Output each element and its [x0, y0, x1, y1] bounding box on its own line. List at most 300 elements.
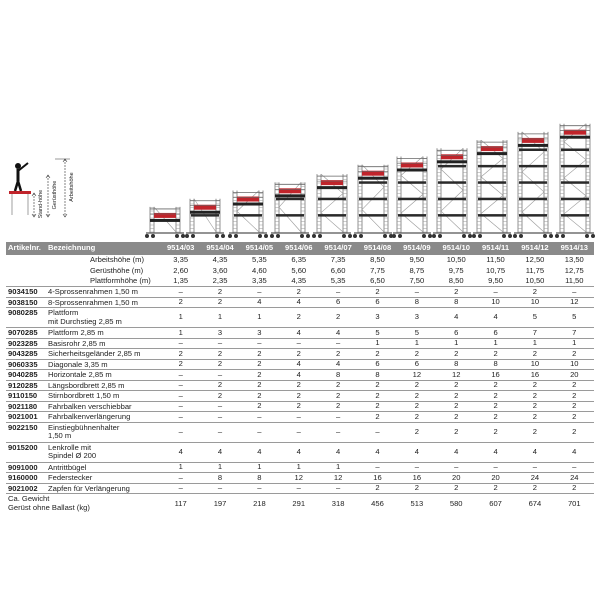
scaffold-parts-table	[6, 242, 594, 514]
wheel	[145, 234, 149, 238]
quantity-cell: 5	[555, 308, 594, 328]
quantity-cell: –	[161, 422, 200, 442]
quantity-cell: –	[161, 391, 200, 402]
quantity-cell: 4	[279, 297, 318, 308]
quantity-cell: –	[161, 483, 200, 494]
quantity-cell: 12	[437, 370, 476, 381]
scaffold-tower	[472, 140, 512, 238]
quantity-cell: 4	[437, 308, 476, 328]
artikel-number: 9023285	[6, 338, 46, 349]
quantity-cell: 1	[397, 338, 436, 349]
quantity-cell: 20	[476, 473, 515, 484]
quantity-cell: 8	[437, 359, 476, 370]
quantity-cell: 2	[318, 380, 357, 391]
scaffold-tower	[312, 174, 352, 238]
quantity-cell: 2	[555, 422, 594, 442]
quantity-cell: 2	[240, 359, 279, 370]
quantity-cell: 2	[476, 412, 515, 423]
artikel-number: 9070285	[6, 328, 46, 339]
height-value: 8,50	[448, 275, 464, 285]
quantity-cell: 1	[200, 462, 239, 473]
height-value: 7,35	[330, 255, 346, 264]
quantity-cell: 2	[200, 297, 239, 308]
wheel	[181, 234, 185, 238]
part-description-line: Basisrohr 2,85 m	[48, 338, 106, 348]
quantity-cell: 4	[555, 442, 594, 462]
artikel-number: 9043285	[6, 349, 46, 360]
height-value: 3,35	[173, 255, 189, 264]
quantity-cell: 2	[240, 391, 279, 402]
quantity-cell: 2	[555, 380, 594, 391]
table-row	[6, 473, 594, 484]
quantity-cell: 1	[200, 308, 239, 328]
table-row	[6, 297, 594, 308]
part-description-line: mit Durchstieg 2,85 m	[48, 316, 122, 326]
table-header-row	[6, 242, 594, 255]
scaffold-tower	[392, 157, 432, 239]
quantity-cell: 3	[200, 328, 239, 339]
quantity-cell: 2	[200, 359, 239, 370]
table-row	[6, 370, 594, 381]
height-value: 11,50	[486, 255, 505, 264]
height-label: Plattformhöhe (m)	[90, 276, 151, 285]
artikel-number: 9015200	[6, 442, 46, 462]
quantity-cell: 2	[161, 297, 200, 308]
quantity-cell: 2	[358, 287, 397, 298]
dimension-label: Arbeitshöhe	[69, 172, 75, 202]
person-figure	[9, 163, 31, 215]
part-description-line: Diagonale 3,35 m	[48, 359, 108, 369]
artikel-number: 9120285	[6, 380, 46, 391]
scaffold-tower	[145, 207, 185, 238]
height-value: 6,35	[291, 255, 307, 264]
weight-value: 197	[200, 494, 239, 514]
scaffold-tower	[555, 124, 595, 238]
weight-value: 674	[515, 494, 554, 514]
quantity-cell: 20	[555, 370, 594, 381]
quantity-cell: –	[476, 287, 515, 298]
quantity-cell: 2	[476, 391, 515, 402]
quantity-cell: –	[240, 287, 279, 298]
part-description-line: Lenkrolle mit	[48, 442, 92, 452]
quantity-cell: 2	[515, 391, 554, 402]
quantity-cell: –	[279, 338, 318, 349]
part-description-line: Horizontale 2,85 m	[48, 370, 112, 379]
quantity-cell: 1	[476, 338, 515, 349]
wheel	[258, 234, 262, 238]
weight-row	[6, 494, 594, 514]
part-description	[46, 287, 161, 298]
quantity-cell: 2	[200, 349, 239, 360]
part-description-line: Spindel Ø 200	[48, 451, 97, 460]
part-description-line: Stirnbordbrett 1,50 m	[48, 391, 120, 400]
scaffold-towers	[145, 124, 595, 238]
quantity-cell: 2	[555, 483, 594, 494]
quantity-cell: 6	[437, 328, 476, 339]
wheel	[508, 234, 512, 238]
quantity-cell: 24	[515, 473, 554, 484]
quantity-cell: 1	[161, 328, 200, 339]
artikel-cell	[6, 276, 46, 287]
height-row	[6, 255, 594, 266]
height-value: 11,50	[565, 275, 584, 285]
quantity-cell: 1	[318, 462, 357, 473]
quantity-cell: 2	[437, 391, 476, 402]
part-description	[46, 412, 161, 423]
quantity-cell: 2	[397, 391, 436, 402]
height-value: 11,75	[525, 265, 545, 275]
quantity-cell: –	[161, 287, 200, 298]
header-model: 9514/13	[555, 242, 594, 255]
height-value: 9,75	[448, 265, 464, 275]
quantity-cell: 4	[240, 297, 279, 308]
height-value: 5,35	[252, 255, 267, 264]
part-description	[46, 349, 161, 360]
weight-value: 318	[318, 494, 357, 514]
quantity-cell: 2	[358, 391, 397, 402]
quantity-cell: 2	[476, 349, 515, 360]
wheel	[270, 234, 274, 238]
wheel	[318, 234, 322, 238]
quantity-cell: 1	[240, 308, 279, 328]
header-model: 9514/07	[318, 242, 357, 255]
quantity-cell: 2	[240, 370, 279, 381]
quantity-cell: 8	[476, 359, 515, 370]
quantity-cell: 8	[318, 370, 357, 381]
scaffold-tower	[432, 148, 472, 238]
quantity-cell: 2	[437, 349, 476, 360]
quantity-cell: 2	[318, 401, 357, 412]
quantity-cell: 1	[358, 338, 397, 349]
quantity-cell: 2	[437, 401, 476, 412]
quantity-cell: 2	[515, 412, 554, 423]
quantity-cell: 2	[279, 391, 318, 402]
quantity-cell: 4	[476, 308, 515, 328]
wheel	[359, 234, 363, 238]
height-row	[6, 266, 594, 277]
part-description	[46, 462, 161, 473]
artikel-number: 9160000	[6, 473, 46, 484]
quantity-cell: 2	[358, 401, 397, 412]
quantity-cell: 5	[515, 308, 554, 328]
quantity-cell: 2	[397, 483, 436, 494]
quantity-cell: –	[161, 370, 200, 381]
quantity-cell: 7	[555, 328, 594, 339]
wheel	[383, 234, 387, 238]
part-description	[46, 359, 161, 370]
wheel	[228, 234, 232, 238]
quantity-cell: 2	[200, 287, 239, 298]
quantity-cell: 2	[358, 349, 397, 360]
wheel	[519, 234, 523, 238]
artikel-number: 9040285	[6, 370, 46, 381]
weight-value: 291	[279, 494, 318, 514]
wheel	[555, 234, 559, 238]
quantity-cell: 4	[200, 442, 239, 462]
weight-label-line: Gerüst ohne Ballast (kg)	[8, 502, 90, 512]
quantity-cell: 16	[515, 370, 554, 381]
weight-value: 513	[397, 494, 436, 514]
part-description	[46, 391, 161, 402]
quantity-cell: –	[437, 462, 476, 473]
wheel	[422, 234, 426, 238]
part-description	[46, 473, 161, 484]
artikel-number: 9034150	[6, 287, 46, 298]
wheel	[306, 234, 310, 238]
quantity-cell: –	[555, 462, 594, 473]
quantity-cell: 4	[437, 442, 476, 462]
dimension-label: Gerüsthöhe	[52, 180, 58, 210]
quantity-cell: 4	[318, 328, 357, 339]
quantity-cell: 2	[397, 422, 436, 442]
artikel-cell	[6, 266, 46, 277]
quantity-cell: 2	[515, 483, 554, 494]
scaffold-tower	[270, 182, 310, 238]
quantity-cell: 8	[397, 297, 436, 308]
table-row	[6, 380, 594, 391]
quantity-cell: –	[318, 412, 357, 423]
quantity-cell: –	[240, 338, 279, 349]
quantity-cell: –	[279, 412, 318, 423]
quantity-cell: –	[200, 412, 239, 423]
quantity-cell: 2	[476, 422, 515, 442]
quantity-cell: 12	[318, 473, 357, 484]
quantity-cell: –	[161, 338, 200, 349]
wheel	[353, 234, 357, 238]
quantity-cell: 10	[515, 297, 554, 308]
quantity-cell: 2	[279, 401, 318, 412]
wheel	[191, 234, 195, 238]
height-value: 10,50	[446, 255, 466, 264]
quantity-cell: 2	[318, 349, 357, 360]
quantity-cell: –	[161, 401, 200, 412]
height-label: Arbeitshöhe (m)	[90, 255, 145, 264]
quantity-cell: 2	[200, 391, 239, 402]
part-description	[46, 328, 161, 339]
wheel	[432, 234, 436, 238]
table-row	[6, 442, 594, 462]
quantity-cell: 2	[515, 380, 554, 391]
scaffold-tower	[228, 191, 268, 238]
weight-value: 117	[161, 494, 200, 514]
quantity-cell: 8	[358, 370, 397, 381]
wheel	[549, 234, 553, 238]
quantity-cell: 8	[200, 473, 239, 484]
quantity-cell: 8	[240, 473, 279, 484]
quantity-cell: 12	[279, 473, 318, 484]
quantity-cell: –	[161, 380, 200, 391]
height-value: 10,75	[486, 265, 506, 275]
quantity-cell: –	[200, 370, 239, 381]
header-bezeichnung: Bezeichnung	[46, 242, 161, 255]
quantity-cell: –	[200, 422, 239, 442]
part-description-line: Antrittbügel	[48, 462, 87, 472]
quantity-cell: 2	[555, 412, 594, 423]
height-value: 12,50	[525, 255, 545, 264]
height-value: 5,60	[291, 265, 307, 275]
height-value: 7,50	[409, 275, 425, 285]
quantity-cell: 4	[515, 442, 554, 462]
table-row	[6, 349, 594, 360]
weight-value: 701	[555, 494, 594, 514]
part-description	[46, 338, 161, 349]
table-row	[6, 483, 594, 494]
table-row	[6, 287, 594, 298]
wheel	[348, 234, 352, 238]
wheel	[543, 234, 547, 238]
quantity-cell: –	[318, 338, 357, 349]
quantity-cell: 2	[437, 287, 476, 298]
quantity-cell: 4	[476, 442, 515, 462]
quantity-cell: –	[161, 412, 200, 423]
quantity-cell: 16	[358, 473, 397, 484]
header-model: 9514/03	[161, 242, 200, 255]
artikel-number: 9091000	[6, 462, 46, 473]
height-value: 2,35	[212, 275, 228, 285]
quantity-cell: –	[200, 338, 239, 349]
quantity-cell: 2	[318, 391, 357, 402]
height-value: 12,75	[564, 265, 584, 275]
quantity-cell: 2	[515, 422, 554, 442]
quantity-cell: 4	[161, 442, 200, 462]
wheel	[221, 234, 225, 238]
wheel	[502, 234, 506, 238]
quantity-cell: 2	[437, 422, 476, 442]
quantity-cell: 10	[555, 359, 594, 370]
quantity-cell: 3	[358, 308, 397, 328]
quantity-cell: 2	[279, 380, 318, 391]
artikel-number: 9021002	[6, 483, 46, 494]
quantity-cell: 2	[279, 308, 318, 328]
wheel	[591, 234, 595, 238]
wheel	[472, 234, 476, 238]
quantity-cell: 4	[279, 359, 318, 370]
quantity-cell: 6	[318, 297, 357, 308]
quantity-cell: 2	[397, 401, 436, 412]
artikel-number: 9038150	[6, 297, 46, 308]
quantity-cell: 2	[437, 380, 476, 391]
quantity-cell: 2	[476, 401, 515, 412]
quantity-cell: 2	[279, 349, 318, 360]
part-description-line: Plattform	[48, 308, 79, 317]
quantity-cell: –	[240, 422, 279, 442]
dimension-label: Stand-höhe	[38, 189, 44, 219]
quantity-cell: 1	[240, 462, 279, 473]
quantity-cell: 8	[437, 297, 476, 308]
table-row	[6, 422, 594, 442]
header-artikel: Artikelnr.	[6, 242, 46, 255]
quantity-cell: 6	[358, 359, 397, 370]
quantity-cell: –	[279, 483, 318, 494]
quantity-cell: 1	[161, 462, 200, 473]
quantity-cell: 2	[515, 401, 554, 412]
wheel	[300, 234, 304, 238]
header-model: 9514/10	[437, 242, 476, 255]
quantity-cell: 2	[437, 412, 476, 423]
quantity-cell: 1	[161, 308, 200, 328]
quantity-cell: –	[358, 462, 397, 473]
quantity-cell: –	[318, 483, 357, 494]
quantity-cell: 4	[318, 359, 357, 370]
quantity-cell: 2	[240, 401, 279, 412]
height-dimension-lines	[32, 159, 75, 218]
wheel	[151, 234, 155, 238]
quantity-cell: –	[555, 287, 594, 298]
quantity-cell: 4	[279, 370, 318, 381]
quantity-cell: 2	[515, 287, 554, 298]
quantity-cell: 2	[555, 391, 594, 402]
quantity-cell: 24	[555, 473, 594, 484]
height-value: 1,35	[173, 275, 189, 285]
quantity-cell: 2	[476, 380, 515, 391]
height-value: 4,60	[252, 265, 267, 275]
quantity-cell: 2	[397, 380, 436, 391]
wheel	[175, 234, 179, 238]
header-model: 9514/08	[358, 242, 397, 255]
quantity-cell: 2	[515, 349, 554, 360]
wheel	[234, 234, 238, 238]
wheel	[276, 234, 280, 238]
quantity-cell: 1	[515, 338, 554, 349]
artikel-number: 9110150	[6, 391, 46, 402]
part-description-line: Federstecker	[48, 473, 93, 482]
quantity-cell: –	[358, 422, 397, 442]
height-value: 4,35	[212, 255, 228, 264]
wheel	[398, 234, 402, 238]
height-value: 7,75	[370, 265, 385, 275]
quantity-cell: 4	[397, 442, 436, 462]
wheel	[462, 234, 466, 238]
table-row	[6, 338, 594, 349]
header-model: 9514/05	[240, 242, 279, 255]
quantity-cell: 16	[476, 370, 515, 381]
height-value: 2,60	[173, 265, 189, 275]
wheel	[561, 234, 565, 238]
quantity-cell: –	[200, 483, 239, 494]
part-description	[46, 483, 161, 494]
part-description	[46, 380, 161, 391]
table-row	[6, 462, 594, 473]
wheel	[264, 234, 268, 238]
height-value: 8,50	[370, 255, 385, 264]
quantity-cell: 4	[358, 442, 397, 462]
part-description	[46, 401, 161, 412]
wheel	[513, 234, 517, 238]
quantity-cell: 12	[397, 370, 436, 381]
quantity-cell: 2	[358, 483, 397, 494]
quantity-cell: 4	[318, 442, 357, 462]
height-value: 9,50	[409, 255, 425, 264]
table-row	[6, 412, 594, 423]
height-value: 6,50	[370, 275, 385, 285]
weight-label	[6, 494, 161, 514]
quantity-cell: 1	[437, 338, 476, 349]
wheel	[478, 234, 482, 238]
height-value: 13,50	[564, 255, 584, 264]
part-description-line: 1,50 m	[48, 431, 72, 440]
table-row	[6, 401, 594, 412]
quantity-cell: 16	[397, 473, 436, 484]
quantity-cell: 2	[318, 308, 357, 328]
part-description	[46, 297, 161, 308]
quantity-cell: 7	[515, 328, 554, 339]
quantity-cell: 2	[437, 483, 476, 494]
quantity-cell: 2	[555, 349, 594, 360]
quantity-cell: –	[279, 422, 318, 442]
quantity-cell: –	[240, 412, 279, 423]
height-value: 3,60	[212, 265, 228, 275]
scaffold-tower	[513, 132, 553, 238]
